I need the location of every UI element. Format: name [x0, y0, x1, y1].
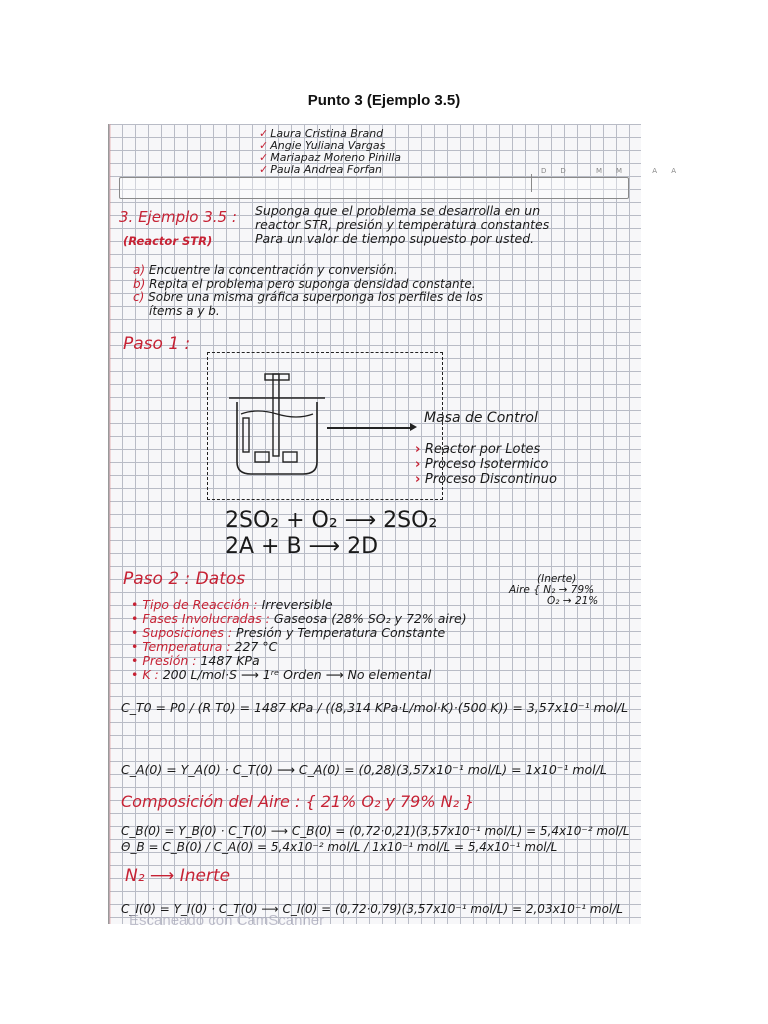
task-item: [133, 278, 483, 292]
task-item-label: a): [133, 263, 146, 277]
reactor-diagram: [227, 374, 327, 478]
task-item: [133, 291, 483, 305]
camscanner-watermark: Escaneado con CamScanner: [129, 912, 325, 929]
data-value: 200 L/mol·S ⟶ 1ʳᵉ Orden ⟶ No elemental: [158, 667, 432, 682]
data-item: [131, 654, 467, 668]
reaction-equation: 2A + B ⟶ 2D: [225, 534, 379, 559]
data-value: 1487 KPa: [196, 653, 260, 668]
statement-line: Para un valor de tiempo supuesto por usted.: [255, 231, 535, 246]
task-item-text: ítems a y b.: [149, 303, 220, 318]
data-key: • Presión :: [131, 653, 197, 668]
task-item-label: b): [133, 276, 146, 291]
data-list: [131, 598, 467, 682]
reaction-equations: [225, 508, 437, 560]
example-statement: [255, 204, 549, 246]
notebook-sheet: [108, 124, 691, 929]
data-item: [131, 626, 467, 640]
process-bullets: [415, 442, 557, 487]
margin-line: [109, 124, 111, 924]
author-list: [259, 128, 401, 176]
statement-line: reactor STR, presión y temperatura constantes: [255, 217, 550, 232]
example-title: 3. Ejemplo 3.5 :: [119, 208, 237, 226]
task-item-text: Repita el problema pero suponga densidad constante.: [149, 276, 476, 291]
date-labels: DD MM AA: [541, 167, 691, 175]
paso1-title: Paso 1 :: [123, 334, 191, 354]
control-mass-arrow: [327, 427, 411, 429]
air-composition: [509, 574, 598, 607]
data-value: Gaseosa (28% SO₂ y 72% aire): [269, 611, 467, 626]
data-item: [131, 640, 467, 654]
author-name: ✓ Paula Andrea Forfan: [259, 164, 401, 176]
process-bullet: › Reactor por Lotes: [415, 442, 557, 457]
task-item: [133, 305, 483, 319]
equation-ca0: C_A(0) = Y_A(0) · C_T(0) ⟶ C_A(0) = (0,28)(3,57x10⁻¹ mol/L) = 1x10⁻¹ mol/L: [121, 762, 607, 777]
data-value: 227 °C: [230, 639, 278, 654]
task-item: [133, 264, 483, 278]
data-key: • K :: [131, 667, 159, 682]
air-line: (Inerte): [537, 573, 577, 585]
paso2-title: Paso 2 : Datos: [123, 569, 246, 589]
data-item: [131, 668, 467, 682]
task-items: [133, 264, 483, 318]
task-item-text: Sobre una misma gráfica superponga los perfiles de los: [148, 290, 483, 304]
author-name: ✓ Laura Cristina Brand: [259, 128, 401, 140]
task-item-label: c): [133, 290, 145, 304]
data-item: [131, 598, 467, 612]
data-key: • Tipo de Reacción :: [131, 597, 258, 612]
date-box: [531, 174, 628, 192]
data-value: Irreversible: [257, 597, 333, 612]
air-line: O₂ → 21%: [547, 595, 599, 607]
equation-cb0: C_B(0) = Y_B(0) · C_T(0) ⟶ C_B(0) = (0,72·0,21)(3,57x10⁻¹ mol/L) = 5,4x10⁻² mol/L: [121, 824, 630, 838]
document-title: Punto 3 (Ejemplo 3.5): [307, 92, 461, 109]
n2-inert-heading: N₂ ⟶ Inerte: [125, 866, 231, 886]
author-name: ✓ Angie Yuliana Vargas: [259, 140, 401, 152]
task-item-text: Encuentre la concentración y conversión.: [148, 263, 398, 277]
equation-ci0: C_I(0) = Y_I(0) · C_T(0) ⟶ C_I(0) = (0,72·0,79)(3,57x10⁻¹ mol/L) = 2,03x10⁻¹ mol/L: [121, 902, 623, 916]
statement-line: Suponga que el problema se desarrolla en un: [255, 203, 541, 218]
data-item: [131, 612, 467, 626]
process-bullet: › Proceso Isotermico: [415, 457, 557, 472]
reaction-equation: 2SO₂ + O₂ ⟶ 2SO₂: [225, 508, 438, 533]
data-key: • Suposiciones :: [131, 625, 233, 640]
data-value: Presión y Temperatura Constante: [232, 625, 446, 640]
equation-theta: Θ_B = C_B(0) / C_A(0) = 5,4x10⁻² mol/L / 1x10⁻¹ mol/L = 5,4x10⁻¹ mol/L: [121, 840, 558, 854]
air-line: Aire { N₂ → 79%: [509, 584, 595, 596]
control-mass-label: Masa de Control: [424, 410, 538, 426]
air-composition-heading: Composición del Aire : { 21% O₂ y 79% N₂ }: [121, 792, 475, 811]
data-key: • Temperatura :: [131, 639, 231, 654]
data-key: • Fases Involucradas :: [131, 611, 270, 626]
equation-cto: C_T0 = P0 / (R T0) = 1487 KPa / ((8,314 KPa·L/mol·K)·(500 K)) = 3,57x10⁻¹ mol/L: [121, 700, 629, 715]
process-bullet: › Proceso Discontinuo: [415, 472, 557, 487]
author-name: ✓ Mariapaz Moreno Pinilla: [259, 152, 401, 164]
reactor-label: (Reactor STR): [123, 234, 213, 248]
